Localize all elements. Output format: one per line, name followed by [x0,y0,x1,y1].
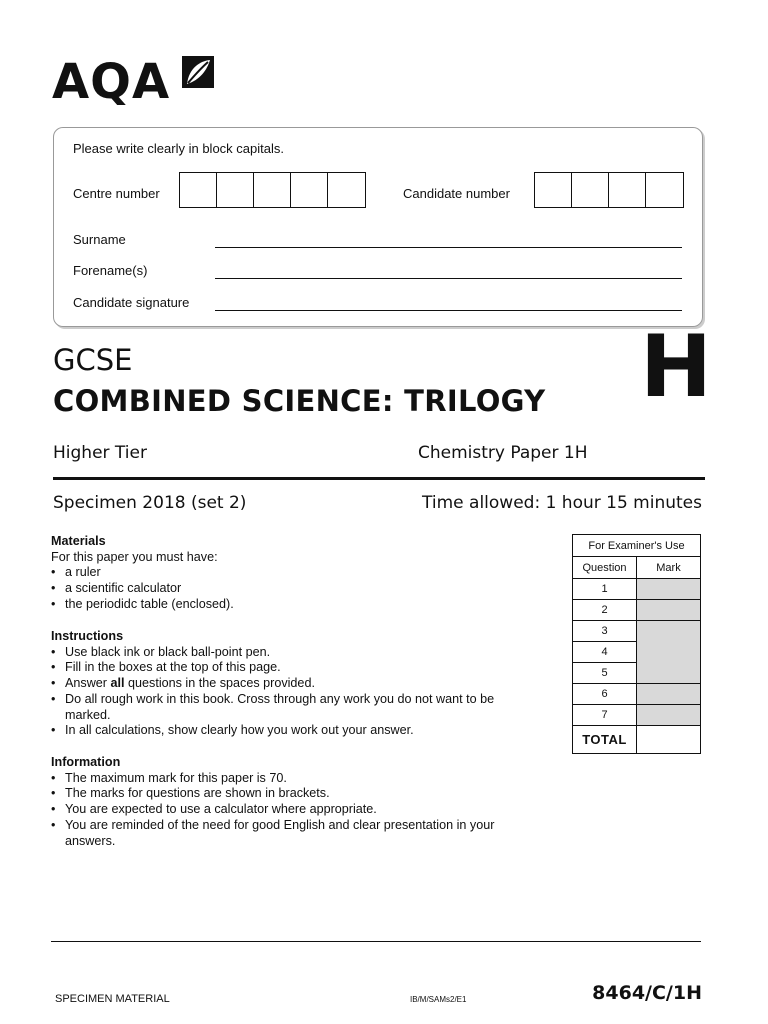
centre-digit-box[interactable] [254,173,291,207]
answer-all-emphasis: all [110,676,125,691]
title-divider [53,477,705,480]
mark-cell[interactable] [637,621,701,684]
question-number: 1 [573,579,637,600]
centre-digit-box[interactable] [180,173,217,207]
examiner-use-table [572,534,701,754]
information-section [51,755,531,849]
total-label: TOTAL [573,726,637,754]
tier-label: Higher Tier [53,443,147,463]
question-number: 3 [573,621,637,642]
candidate-digit-box[interactable] [572,173,609,207]
leaf-logo-icon [180,54,216,90]
candidate-number-boxes[interactable] [534,172,684,208]
answer-suffix: questions in the spaces provided. [124,676,315,691]
paper-label: Chemistry Paper 1H [418,443,588,463]
block-capitals-instruction: Please write clearly in block capitals. [73,141,284,156]
surname-label: Surname [73,232,126,247]
question-column-header: Question [573,557,637,579]
instructions-section [51,629,531,739]
materials-intro: For this paper you must have: [51,549,218,564]
answer-prefix: Answer [65,676,111,691]
question-number: 4 [573,642,637,663]
materials-list [51,565,531,612]
list-item: • You are expected to use a calculator where appropriate. [51,802,531,818]
mark-cell[interactable] [637,705,701,726]
list-item: • The marks for questions are shown in brackets. [51,786,531,802]
signature-line[interactable] [215,310,682,311]
list-item: • Do all rough work in this book. Cross through any work you do not want to be marked. [51,692,531,723]
mark-cell[interactable] [637,579,701,600]
signature-label: Candidate signature [73,295,190,310]
candidate-digit-box[interactable] [646,173,683,207]
list-item: • In all calculations, show clearly how you work out your answer. [51,723,531,739]
forenames-label: Forename(s) [73,263,148,278]
question-number: 5 [573,663,637,684]
information-heading: Information [51,755,121,769]
materials-heading: Materials [51,534,106,548]
candidate-details-box [53,127,703,327]
instructions-heading: Instructions [51,629,124,643]
materials-section [51,534,531,613]
list-item: • a scientific calculator [51,581,531,597]
specimen-label: Specimen 2018 (set 2) [53,493,247,513]
question-number: 7 [573,705,637,726]
centre-number-boxes[interactable] [179,172,366,208]
mark-column-header: Mark [637,557,701,579]
subject-title: COMBINED SCIENCE: TRILOGY [53,384,546,418]
specimen-material-label: SPECIMEN MATERIAL [55,993,170,1005]
total-mark-cell[interactable] [637,726,701,754]
qualification-title: GCSE [53,343,133,377]
mark-cell[interactable] [637,684,701,705]
list-item: • The maximum mark for this paper is 70. [51,771,531,787]
candidate-digit-box[interactable] [609,173,646,207]
paper-code: 8464/C/1H [592,982,702,1004]
list-item: • a ruler [51,565,531,581]
logo-text: AQA [52,54,171,110]
list-item: • Fill in the boxes at the top of this page. [51,660,531,676]
examiner-table-title: For Examiner's Use [573,535,701,557]
tier-letter: H [640,317,712,417]
forenames-line[interactable] [215,278,682,279]
list-item [51,676,531,692]
instructions-list [51,645,531,739]
footer-divider [51,941,701,942]
centre-number-label: Centre number [73,186,160,201]
surname-line[interactable] [215,247,682,248]
centre-digit-box[interactable] [328,173,365,207]
list-item: • Use black ink or black ball-point pen. [51,645,531,661]
information-list [51,771,531,850]
centre-digit-box[interactable] [217,173,254,207]
candidate-number-label: Candidate number [403,186,510,201]
centre-digit-box[interactable] [291,173,328,207]
question-number: 6 [573,684,637,705]
document-reference: IB/M/SAMs2/E1 [410,995,467,1004]
list-item: • the periodidc table (enclosed). [51,597,531,613]
time-allowed: Time allowed: 1 hour 15 minutes [422,493,702,513]
list-item: • You are reminded of the need for good English and clear presentation in your answers. [51,818,531,849]
question-number: 2 [573,600,637,621]
mark-cell[interactable] [637,600,701,621]
candidate-digit-box[interactable] [535,173,572,207]
